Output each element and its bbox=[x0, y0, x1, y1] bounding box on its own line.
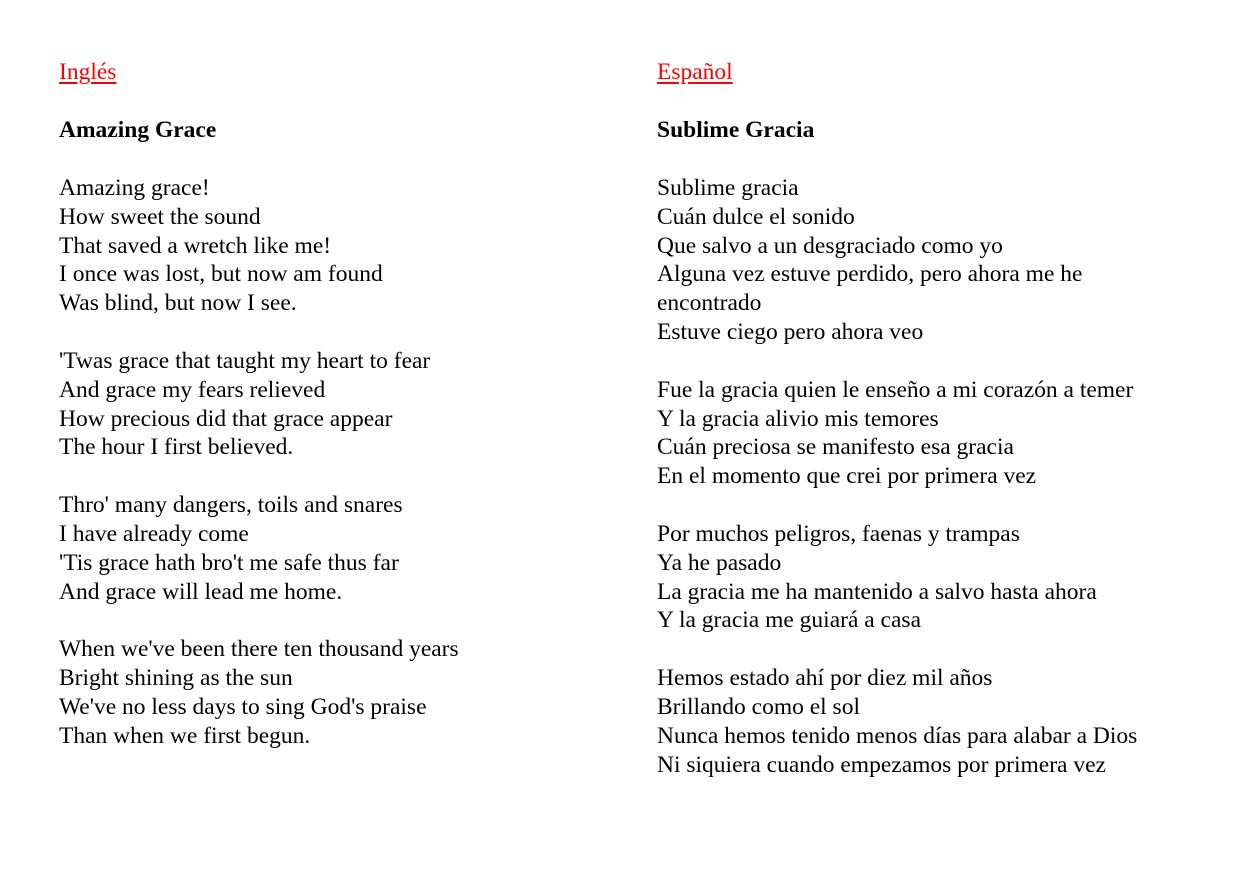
lyric-line: 'Tis grace hath bro't me safe thus far bbox=[59, 549, 399, 576]
spanish-song-title: Sublime Gracia bbox=[657, 117, 815, 143]
lyric-line: Brillando como el sol bbox=[657, 693, 860, 720]
lyric-line: And grace will lead me home. bbox=[59, 578, 343, 605]
lyric-line: Estuve ciego pero ahora veo bbox=[657, 318, 924, 345]
lyric-line: Was blind, but now I see. bbox=[59, 290, 297, 317]
lyric-line: We've no less days to sing God's praise bbox=[59, 693, 427, 720]
english-stanza-3 bbox=[59, 491, 599, 606]
lyric-line: The hour I first believed. bbox=[59, 434, 294, 461]
spanish-column bbox=[657, 58, 1217, 779]
english-stanza-4 bbox=[59, 635, 599, 750]
lyric-line: Y la gracia me guiará a casa bbox=[657, 607, 921, 634]
lyric-line: Alguna vez estuve perdido, pero ahora me he encontrado bbox=[657, 261, 1083, 317]
english-stanza-1 bbox=[59, 174, 599, 318]
lyric-line: Cuán preciosa se manifesto esa gracia bbox=[657, 434, 1014, 461]
lyric-line: How sweet the sound bbox=[59, 203, 261, 230]
lyric-line: Fue la gracia quien le enseño a mi corazón a temer bbox=[657, 376, 1134, 403]
lyric-line: Than when we first begun. bbox=[59, 722, 311, 749]
spanish-language-link[interactable]: Español bbox=[657, 59, 733, 85]
lyric-line: When we've been there ten thousand years bbox=[59, 636, 459, 663]
lyric-line: La gracia me ha mantenido a salvo hasta ahora bbox=[657, 578, 1097, 605]
lyric-line: Cuán dulce el sonido bbox=[657, 203, 855, 230]
lyric-line: I once was lost, but now am found bbox=[59, 261, 383, 288]
spanish-stanza-3 bbox=[657, 520, 1217, 635]
english-song-title: Amazing Grace bbox=[59, 117, 217, 143]
english-language-link[interactable]: Inglés bbox=[59, 59, 117, 85]
lyric-line: Y la gracia alivio mis temores bbox=[657, 405, 939, 432]
lyric-line: That saved a wretch like me! bbox=[59, 232, 332, 259]
lyric-line: How precious did that grace appear bbox=[59, 405, 393, 432]
english-column bbox=[59, 58, 599, 751]
english-stanza-2 bbox=[59, 347, 599, 462]
lyric-line: I have already come bbox=[59, 520, 249, 547]
lyric-line: Hemos estado ahí por diez mil años bbox=[657, 665, 993, 692]
lyric-line: En el momento que crei por primera vez bbox=[657, 463, 1037, 490]
spanish-stanza-4 bbox=[657, 664, 1217, 779]
lyric-line: Por muchos peligros, faenas y trampas bbox=[657, 520, 1020, 547]
lyric-line: Nunca hemos tenido menos días para alabar a Dios bbox=[657, 722, 1138, 749]
lyric-line: And grace my fears relieved bbox=[59, 376, 326, 403]
lyric-line: Ni siquiera cuando empezamos por primera vez bbox=[657, 751, 1106, 778]
lyric-line: Sublime gracia bbox=[657, 175, 799, 201]
lyric-line: Que salvo a un desgraciado como yo bbox=[657, 232, 1003, 259]
lyric-line: 'Twas grace that taught my heart to fear bbox=[59, 347, 431, 374]
lyric-line: Ya he pasado bbox=[657, 549, 782, 576]
lyric-line: Amazing grace! bbox=[59, 175, 210, 201]
spanish-stanza-1 bbox=[657, 174, 1217, 347]
lyric-line: Thro' many dangers, toils and snares bbox=[59, 492, 403, 519]
lyric-line: Bright shining as the sun bbox=[59, 665, 293, 692]
spanish-stanza-2 bbox=[657, 376, 1217, 491]
